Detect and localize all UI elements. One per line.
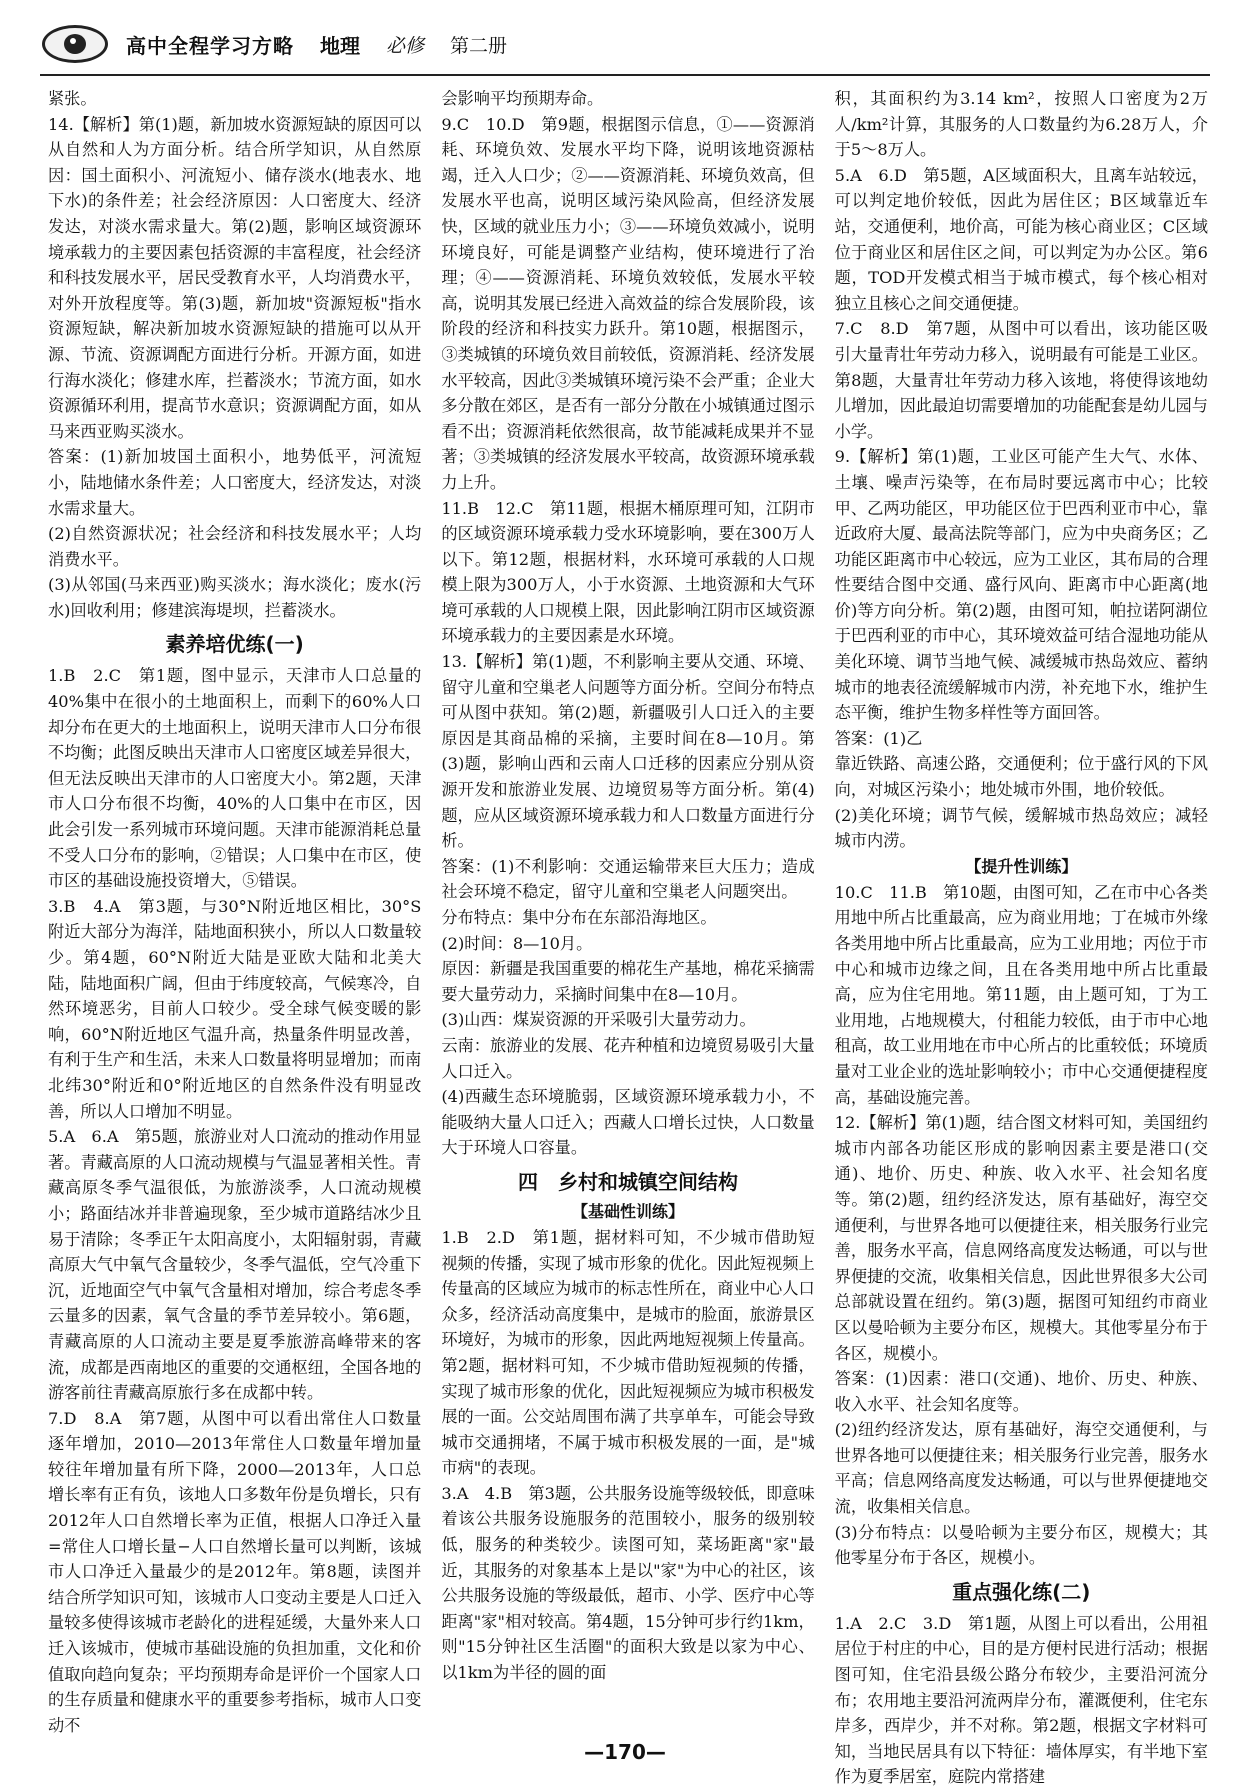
section-title: 重点强化练(二) (952, 1579, 1091, 1604)
paragraph: 靠近铁路、高速公路，交通便利；位于盛行风的下风向，对城区污染小；地处城市外围，地价较低。 (834, 754, 1208, 800)
subject-label: 地理 (320, 33, 360, 58)
paragraph: 紧张。 (48, 89, 97, 108)
paragraph: 原因：新疆是我国重要的棉花生产基地，棉花采摘需要大量劳动力，采摘时间集中在8—10月。 (441, 959, 815, 1004)
paragraph: 积，其面积约为3.14 km²，按照人口密度为2万人/km²计算，其服务的人口数量约为6.28万人，介于5～8万人。 (834, 89, 1208, 160)
chapter-title: 四 乡村和城镇空间结构 (517, 1169, 738, 1194)
paragraph: 3.A 4.B 第3题，公共服务设施等级较低，即意味着该公共服务设施服务的范围较小，服务的级别较低，服务的种类较少。读图可知，菜场距离"家"最近，其服务的对象基本上是以"家"为中心的社区，该公共服务设施的等级最低，超市、小学、医疗中心等距离"家"相对较高。第4题，15分钟可步行约1km，则"15分钟社区生活圈"的面积大致是以家为中心、以1km为半径的圆的面 (441, 1483, 815, 1683)
paragraph: 答案：(1)新加坡国土面积小，地势低平，河流短小，陆地储水条件差；人口密度大，经济发达，对淡水需求量大。 (48, 447, 422, 518)
paragraph: (2)纽约经济发达，原有基础好，海空交通便利，与世界各地可以便捷往来；相关服务行业完善，服务水平高；信息网络高度发达畅通，可以与世界便捷地交流，收集相关信息。 (834, 1420, 1208, 1517)
paragraph: 9.C 10.D 第9题，根据图示信息，①——资源消耗、环境负效、发展水平均下降，说明该地资源枯竭，迁入人口少；②——资源消耗、环境负效高，但发展水平也高，说明区域污染风险高，但经济发展快，区域的就业压力小；③——环境负效减小，说明环境良好，可能是调整产业结构，使环境进行了治理；④——资源消耗、环境负效较低，发展水平较高，说明其发展已经进入高效益的综合发展阶段，该阶段的经济和科技实力跃升。第10题，根据图示，③类城镇的环境负效目前较低，资源消耗、经济发展水平较高，因此③类城镇环境污染不会严重；企业大多分散在郊区，是否有一部分分散在小城镇通过图示看不出；资源消耗依然很高，故节能减耗成果并不显著；③类城镇的经济发展水平较高，故资源环境承载力上升。 (441, 114, 815, 492)
paragraph: 5.A 6.A 第5题，旅游业对人口流动的推动作用显著。青藏高原的人口流动规模与气温显著相关性。青藏高原冬季气温很低，为旅游淡季，人口流动规模小；路面结冰并非普遍现象，至少城市道路结冰少且易于清除；冬季正午太阳高度小，太阳辐射弱，青藏高原大气中氧气含量较少，冬季气温低，空气冷重下沉，近地面空气中氧气含量相对增加，综合考虑冬季云量多的因素，氧气含量的季节差异较小。第6题，青藏高原的人口流动主要是夏季旅游高峰带来的客流，成都是西南地区的重要的交通枢纽，全国各地的游客前往青藏高原旅行多在成都中转。 (48, 1127, 422, 1403)
paragraph: 答案：(1)不利影响：交通运输带来巨大压力；造成社会环境不稳定，留守儿童和空巢老人问题突出。 (441, 856, 815, 902)
paragraph: (2)时间：8—10月。 (441, 933, 593, 953)
page-header (40, 14, 1210, 76)
paragraph: (3)山西：煤炭资源的开采吸引大量劳动力。 (441, 1010, 756, 1030)
paragraph: 9.【解析】第(1)题，工业区可能产生大气、水体、土壤、噪声污染等，在布局时要远离市中心；比较甲、乙两功能区，甲功能区位于巴西利亚市中心，靠近政府大厦、最高法院等部门，应为中央商务区；乙功能区距离市中心较远，应为工业区，其布局的合理性要结合图中交通、盛行风向、距离市中心距离(地价)等方向分析。第(2)题，由图可知，帕拉诺阿湖位于巴西利亚的市中心，其环境效益可结合湿地功能从美化环境、调节当地气候、减缓城市热岛效应、蓄纳城市的地表径流缓解城市内涝，补充地下水，维护生态平衡，维护生物多样性等方面回答。 (834, 447, 1208, 723)
volume-label: 第二册 (450, 34, 508, 57)
paragraph: 会影响平均预期寿命。 (441, 89, 604, 108)
paragraph: 5.A 6.D 第5题，A区域面积大，且离车站较远，可以判定地价较低，因此为居住区；B区域靠近车站，交通便利，地价高，可能为核心商业区；C区域位于商业区和居住区之间，可以判定为办公区。第6题，TOD开发模式相当于城市模式，每个核心相对独立且核心之间交通便捷。 (834, 165, 1208, 313)
paragraph: 13.【解析】第(1)题，不利影响主要从交通、环境、留守儿童和空巢老人问题等方面分析。空间分布特点可从图中获知。第(2)题，新疆吸引人口迁入的主要原因是其商品棉的采摘，主要时间在8—10月。第(3)题，影响山西和云南人口迁移的因素应分别从资源开发和旅游业发展、边境贸易等方面分析。第(4)题，应从区域资源环境承载力和人口数量方面进行分析。 (441, 652, 815, 851)
paragraph: 3.B 4.A 第3题，与30°N附近地区相比，30°S附近大部分为海洋，陆地面积狭小，所以人口数量较少。第4题，60°N附近大陆是亚欧大陆和北美大陆，陆地面积广阔，但由于纬度较高，气候寒冷，自然环境恶劣，目前人口较少。受全球气候变暖的影响，60°N附近地区气温升高，热量条件明显改善，有利于生产和生活，未来人口数量将明显增加；而南北纬30°附近和0°附近地区的自然条件没有明显改善，所以人口增加不明显。 (48, 896, 422, 1121)
paragraph: 分布特点：集中分布在东部沿海地区。 (441, 908, 717, 927)
section-title: 素养培优练(一) (165, 632, 304, 657)
paragraph: 1.B 2.C 第1题，图中显示，天津市人口总量的40%集中在很小的土地面积上，而剩下的60%人口却分布在更大的土地面积上，说明天津市人口分布很不均衡；此图反映出天津市人口密度区域差异很大，但无法反映出天津市的人口密度大小。第2题，天津市人口分布很不均衡，40%的人口集中在市区，因此会引发一系列城市环境问题。天津市能源消耗总量不受人口分布的影响，②错误；人口集中在市区，使市区的基础设施投资增大，⑤错误。 (48, 666, 422, 891)
paragraph: 云南：旅游业的发展、花卉种植和边境贸易吸引大量人口迁入。 (441, 1035, 815, 1081)
eye-logo-icon (40, 21, 112, 67)
paragraph: 10.C 11.B 第10题，由图可知，乙在市中心各类用地中所占比重最高，应为商业用地；丁在城市外缘各类用地中所占比重最高，应为工业用地；丙位于市中心和城市边缘之间，且在各类用地中所占比重最高，应为住宅用地。第11题，由上题可知，丁为工业用地，占地规模大，付租能力较低，由于市中心地租高，故工业用地在市中心所占的比重较低；环境质量对工业企业的选址影响较小；市中心交通便捷程度高，基础设施完善。 (834, 882, 1208, 1107)
paragraph: 7.C 8.D 第7题，从图中可以看出，该功能区吸引大量青壮年劳动力移入，说明最有可能是工业区。第8题，大量青壮年劳动力移入该地，将使得该地幼儿增加，因此最迫切需要增加的功能配套是幼儿园与小学。 (834, 319, 1208, 441)
paragraph: 1.A 2.C 3.D 第1题，从图上可以看出，公用祖居位于村庄的中心，目的是方便村民进行活动；根据图可知，住宅沿县级公路分布较少，主要沿河流分布；农用地主要沿河流两岸分布，灌溉便利，住宅东岸多，西岸少，并不对称。第2题，根据文字材料可知，当地民居具有以下特征：墙体厚实，有半地下室作为夏季居室，庭院内常搭建 (834, 1613, 1208, 1787)
paragraph: 7.D 8.A 第7题，从图中可以看出常住人口数量逐年增加，2010—2013年常住人口数量年增加量较往年增加量有所下降，2000—2013年，人口总增长率有正有负，该地人口多数年份是负增长，只有2012年人口自然增长率为正值，根据人口净迁入量=常住人口增长量−人口自然增长量可以判断，该城市人口净迁入量最少的是2012年。第8题，读图并结合所学知识可知，该城市人口变动主要是人口迁入量较多使得该城市老龄化的进程延缓，大量外来人口迁入该城市，使城市基础设施的负担加重，文化和价值取向趋向复杂；平均预期寿命是评价一个国家人口的生存质量和健康水平的重要参考指标，城市人口变动不 (48, 1408, 422, 1735)
paragraph: (3)分布特点：以曼哈顿为主要分布区，规模大；其他零星分布于各区，规模小。 (834, 1522, 1208, 1568)
paragraph: (4)西藏生态环境脆弱，区域资源环境承载力小，不能吸纳大量人口迁入；西藏人口增长过快，人口数量大于环境人口容量。 (441, 1087, 815, 1158)
requirement-label: 必修 (386, 34, 425, 57)
paragraph: 14.【解析】第(1)题，新加坡水资源短缺的原因可以从自然和人为方面分析。结合所学知识，从自然原因：国土面积小、河流短小、储存淡水(地表水、地下水)的条件差；社会经济原因：人口密度大、经济发达，对淡水需求量大。第(2)题，影响区域资源环境承载力的主要因素包括资源的丰富程度，社会经济和科技发展水平，居民受教育水平，人均消费水平，对外开放程度等。第(3)题，新加坡"资源短板"指水资源短缺，解决新加坡水资源短缺的措施可以从开源、节流、资源调配方面进行分析。开源方面，如进行海水淡化；修建水库，拦蓄淡水；节流方面，如水资源循环利用，提高节水意识；资源调配方面，如从马来西亚购买淡水。 (48, 114, 422, 441)
paragraph: 答案：(1)因素：港口(交通)、地价、历史、种族、收入水平、社会知名度等。 (834, 1369, 1208, 1414)
paragraph: 12.【解析】第(1)题，结合图文材料可知，美国纽约城市内部各功能区形成的影响因素主要是港口(交通)、地价、历史、种族、收入水平、社会知名度等。第(2)题，纽约经济发达，原有基础好，海空交通便利，与世界各地可以便捷往来，相关服务行业完善，服务水平高，信息网络高度发达畅通，可以与世界便捷的交流，收集相关信息，因此世界很多大公司总部就设置在纽约。第(3)题，据图可知纽约市商业区以曼哈顿为主要分布区，规模大。其他零星分布于各区，规模小。 (834, 1113, 1208, 1363)
book-series-title: 高中全程学习方略 (126, 33, 294, 58)
subsection-title: 【基础性训练】 (571, 1201, 684, 1221)
paragraph: 11.B 12.C 第11题，根据木桶原理可知，江阴市的区域资源环境承载力受水环境影响，要在300万人以下。第12题，根据材料，水环境可承载的人口规模上限为300万人，小于水资源、土地资源和大气环境可承载的人口规模上限，因此影响江阴市区域资源环境承载力的主要因素是水环境。 (441, 498, 815, 646)
paragraph: (2)美化环境；调节气候，缓解城市热岛效应；减轻城市内涝。 (834, 805, 1208, 851)
paragraph: (2)自然资源状况；社会经济和科技发展水平；人均消费水平。 (48, 524, 422, 569)
page-number: —170— (584, 1740, 666, 1764)
subsection-title: 【提升性训练】 (965, 856, 1078, 876)
column-middle (441, 86, 814, 1706)
paragraph: (3)从邻国(马来西亚)购买淡水；海水淡化；废水(污水)回收利用；修建滨海堤坝，拦蓄淡水。 (48, 575, 422, 620)
column-right (834, 86, 1208, 1787)
paragraph: 答案：(1)乙 (834, 728, 923, 748)
column-left (48, 86, 422, 1735)
paragraph: 1.B 2.D 第1题，据材料可知，不少城市借助短视频的传播，实现了城市形象的优化。因此短视频上传量高的区域应为城市的标志性所在，商业中心人口众多，经济活动高度集中，是城市的脸面，旅游景区环境好，为城市的形象，因此两地短视频上传量高。第2题，据材料可知，不少城市借助短视频的传播，实现了城市形象的优化，因此短视频应为城市积极发展的一面。公交站周围布满了共享单车，可能会导致城市交通拥堵，不属于城市积极发展的一面，是"城市病"的表现。 (441, 1227, 815, 1478)
